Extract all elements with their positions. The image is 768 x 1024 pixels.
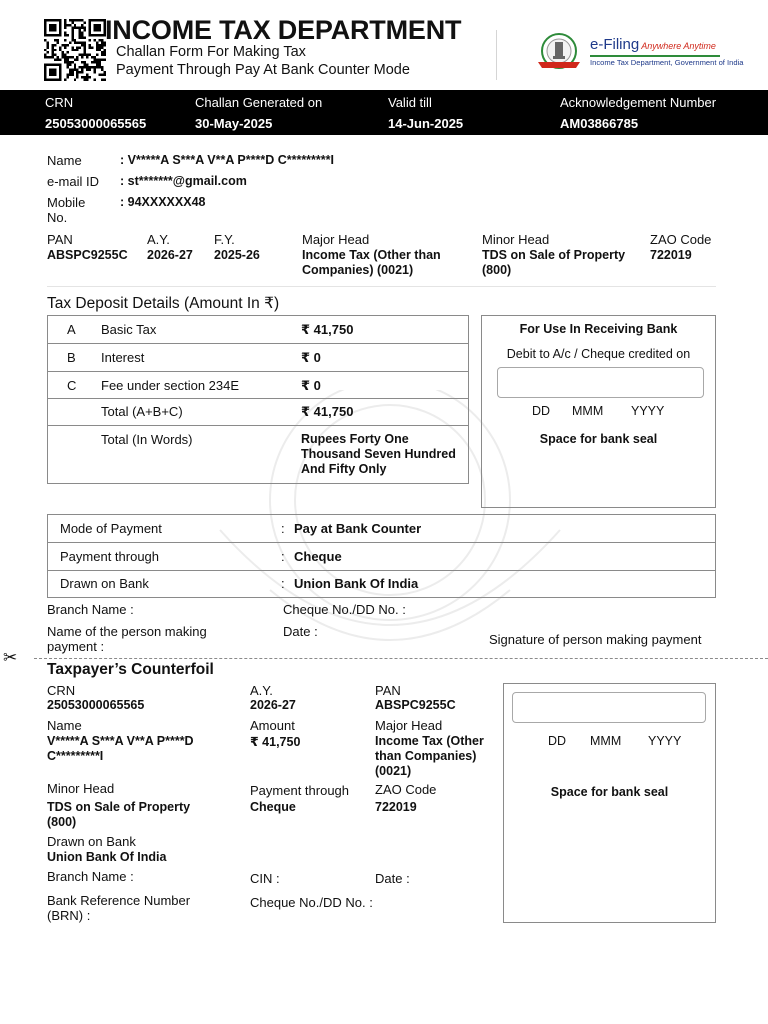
cf-mmm-label: MMM: [590, 734, 622, 748]
ack-number-value: AM03866785: [560, 116, 639, 131]
cf-minor-head-label: Minor Head: [47, 781, 115, 796]
section-divider: [47, 286, 716, 287]
dd-label: DD: [532, 404, 551, 418]
cf-ay-label: A.Y.: [250, 683, 273, 698]
cf-crn-label: CRN: [47, 683, 76, 698]
name-value: : V*****A S***A V**A P****D C*********I: [120, 153, 334, 167]
tax-row-label: Total (A+B+C): [101, 404, 183, 419]
cf-minor-line1: TDS on Sale of Property: [47, 800, 191, 814]
cf-minor-head-value: [47, 800, 190, 830]
cf-minor-line2: (800): [47, 815, 77, 829]
valid-till-label: Valid till: [388, 95, 432, 110]
cf-pan-value: ABSPC9255C: [375, 698, 456, 712]
tax-row-interest: [48, 344, 468, 372]
tax-row-label: Fee under section 234E: [101, 378, 240, 393]
bank-seal-space: Space for bank seal: [539, 432, 658, 446]
name-label: Name: [47, 153, 82, 168]
challan-subtitle-line1: Challan Form For Making Tax: [116, 44, 306, 60]
national-emblem-icon: [532, 32, 586, 72]
minor-head-line1: TDS on Sale of Property: [482, 248, 626, 262]
signature-label: Signature of person making payment: [489, 632, 702, 647]
cf-payment-through-value: Cheque: [250, 800, 296, 814]
major-head-line1: Income Tax (Other than: [302, 248, 441, 262]
payer-name-label: Name of the person making: [47, 624, 207, 639]
total-in-words-value: [301, 432, 456, 477]
tax-row-code: C: [67, 378, 77, 393]
cf-drawn-on-value: Union Bank Of India: [47, 850, 167, 864]
tax-row-amount: ₹ 0: [301, 378, 321, 393]
efiling-subtext: Income Tax Department, Government of India: [590, 58, 744, 67]
payment-row-value: Union Bank Of India: [294, 576, 419, 591]
efiling-tagline: Anywhere Anytime: [641, 41, 716, 51]
valid-till-value: 14-Jun-2025: [388, 116, 464, 131]
tax-row-code: A: [67, 322, 76, 337]
counterfoil-heading: Taxpayer’s Counterfoil: [47, 661, 214, 678]
mmm-label: MMM: [572, 404, 604, 418]
cf-drawn-on-label: Drawn on Bank: [47, 834, 136, 849]
total-in-words-line3: And Fifty Only: [301, 462, 387, 476]
tax-deposit-heading: Tax Deposit Details (Amount In ₹): [47, 295, 280, 312]
generated-value: 30-May-2025: [195, 116, 273, 131]
cf-zao-value: 722019: [375, 800, 417, 814]
payment-row-through: [48, 543, 715, 571]
generated-label: Challan Generated on: [195, 95, 323, 110]
date-label: Date :: [283, 624, 318, 639]
tax-row-amount: ₹ 41,750: [301, 322, 354, 337]
payment-row-label: Payment through: [60, 549, 160, 564]
scissors-icon: ✂: [3, 648, 18, 667]
cf-amount-value: ₹ 41,750: [250, 735, 301, 749]
cf-major-line1: Income Tax (Other: [375, 734, 484, 748]
credit-date-field[interactable]: [497, 367, 704, 398]
cf-major-line2: than Companies): [375, 749, 477, 763]
payment-row-colon: :: [281, 521, 285, 536]
email-value: : st*******@gmail.com: [120, 174, 247, 188]
branch-name-label: Branch Name :: [47, 602, 134, 617]
cheque-no-label: Cheque No./DD No. :: [283, 602, 406, 617]
zao-code-label: ZAO Code: [650, 232, 712, 247]
payment-row-value: Pay at Bank Counter: [294, 521, 422, 536]
payer-name-label-cont: payment :: [47, 639, 105, 654]
receiving-bank-box: [481, 315, 716, 508]
cf-ay-value: 2026-27: [250, 698, 296, 712]
ay-label: A.Y.: [147, 232, 170, 247]
email-label: e-mail ID: [47, 174, 100, 189]
cf-dd-label: DD: [548, 734, 567, 748]
crn-value: 25053000065565: [45, 116, 147, 131]
efiling-brand-name: e-Filing: [590, 36, 640, 53]
cf-major-head-value: [375, 734, 484, 779]
cf-bank-seal-box: [503, 683, 716, 923]
tax-row-label: Interest: [101, 350, 145, 365]
tax-row-fee: [48, 372, 468, 399]
tax-row-code: B: [67, 350, 76, 365]
mobile-value: : 94XXXXXX48: [120, 195, 206, 209]
cf-amount-label: Amount: [250, 718, 295, 733]
ay-value: 2026-27: [147, 248, 193, 262]
mobile-label: Mobile: [47, 195, 86, 210]
cf-pan-label: PAN: [375, 683, 401, 698]
total-in-words-line1: Rupees Forty One: [301, 432, 409, 446]
pan-value: ABSPC9255C: [47, 248, 128, 262]
cf-payment-through-label: Payment through: [250, 783, 350, 798]
minor-head-label: Minor Head: [482, 232, 550, 247]
cf-name-line1: V*****A S***A V**A P****D: [47, 734, 194, 748]
payment-row-value: Cheque: [294, 549, 342, 564]
total-in-words-label: Total (In Words): [101, 432, 193, 447]
crn-label: CRN: [45, 95, 74, 110]
cf-cin-label: CIN :: [250, 871, 280, 886]
payment-row-colon: :: [281, 549, 285, 564]
minor-head-value: [482, 248, 625, 278]
receiving-bank-heading: For Use In Receiving Bank: [519, 322, 678, 336]
major-head-line2: Companies) (0021): [302, 263, 414, 277]
tax-row-amount: ₹ 0: [301, 350, 321, 365]
pan-label: PAN: [47, 232, 73, 247]
challan-subtitle-line2: Payment Through Pay At Bank Counter Mode: [116, 62, 410, 78]
tax-row-label: Basic Tax: [101, 322, 157, 337]
debit-text: Debit to A/c / Cheque credited on: [506, 347, 691, 361]
tax-row-amount: ₹ 41,750: [301, 404, 354, 419]
cf-zao-label: ZAO Code: [375, 782, 437, 797]
major-head-label: Major Head: [302, 232, 370, 247]
cf-bank-seal-space: Space for bank seal: [550, 785, 669, 799]
cf-major-line3: (0021): [375, 764, 412, 778]
payment-row-bank: [48, 571, 715, 599]
department-title: INCOME TAX DEPARTMENT: [105, 15, 462, 45]
cut-line: [34, 658, 768, 659]
cf-yyyy-label: YYYY: [648, 734, 682, 748]
cf-date-field[interactable]: [512, 692, 706, 723]
payment-row-label: Mode of Payment: [60, 521, 162, 536]
total-in-words-line2: Thousand Seven Hundred: [301, 447, 456, 461]
minor-head-line2: (800): [482, 263, 512, 277]
cf-major-head-label: Major Head: [375, 718, 443, 733]
major-head-value: [302, 248, 441, 278]
tax-deposit-table: [47, 315, 469, 484]
cf-crn-value: 25053000065565: [47, 698, 145, 712]
tax-row-total: [48, 399, 468, 426]
mobile-label-cont: No.: [47, 210, 68, 225]
ack-number-label: Acknowledgement Number: [560, 95, 717, 110]
payment-row-colon: :: [281, 576, 285, 591]
efiling-underline: [590, 55, 720, 57]
zao-code-value: 722019: [650, 248, 692, 262]
payment-row-label: Drawn on Bank: [60, 576, 149, 591]
cf-name-line2: C*********I: [47, 749, 104, 763]
payment-details-table: [47, 514, 716, 598]
yyyy-label: YYYY: [631, 404, 665, 418]
tax-row-basic: [48, 316, 468, 344]
cf-branch-label: Branch Name :: [47, 869, 134, 884]
cf-name-value: [47, 734, 194, 764]
fy-label: F.Y.: [214, 232, 235, 247]
header-divider: [496, 30, 497, 80]
cf-brn-label: Bank Reference Number: [47, 893, 191, 908]
cf-cheque-label: Cheque No./DD No. :: [250, 895, 373, 910]
challan-summary-bar: [0, 90, 768, 135]
cf-name-label: Name: [47, 718, 82, 733]
payment-row-mode: [48, 515, 715, 543]
cf-brn-label-cont: (BRN) :: [47, 908, 91, 923]
qr-code-icon: [44, 19, 106, 81]
fy-value: 2025-26: [214, 248, 260, 262]
cf-date-label: Date :: [375, 871, 410, 886]
